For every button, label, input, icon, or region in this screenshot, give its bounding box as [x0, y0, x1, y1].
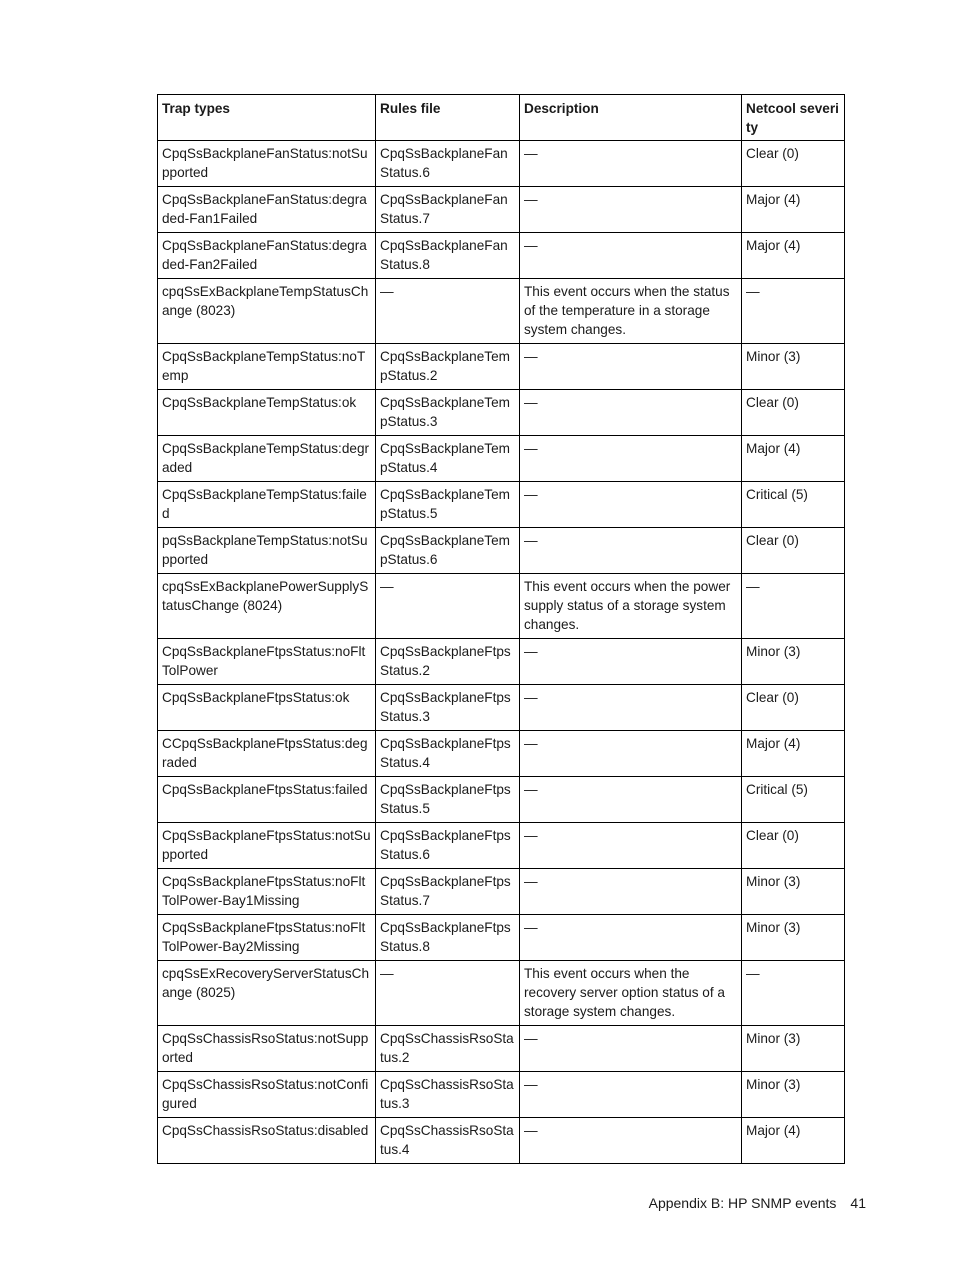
- rules-file-cell: CpqSsBackplaneTempStatus.2: [376, 344, 520, 390]
- trap-type-cell: CpqSsBackplaneTempStatus:failed: [158, 482, 376, 528]
- rules-file-cell: CpqSsBackplaneFanStatus.7: [376, 187, 520, 233]
- table-row: [158, 233, 845, 279]
- rules-file-cell: —: [376, 574, 520, 639]
- table-row: [158, 1026, 845, 1072]
- table-row: [158, 869, 845, 915]
- description-cell: —: [520, 1118, 742, 1164]
- severity-cell: Major (4): [742, 731, 845, 777]
- table-row: [158, 187, 845, 233]
- trap-type-cell: cpqSsExRecoveryServerStatusChange (8025): [158, 961, 376, 1026]
- rules-file-cell: CpqSsBackplaneFtpsStatus.6: [376, 823, 520, 869]
- rules-file-cell: —: [376, 961, 520, 1026]
- description-cell: —: [520, 685, 742, 731]
- description-cell: —: [520, 233, 742, 279]
- table-row: [158, 731, 845, 777]
- trap-type-cell: pqSsBackplaneTempStatus:notSupported: [158, 528, 376, 574]
- table-row: [158, 344, 845, 390]
- severity-cell: Minor (3): [742, 639, 845, 685]
- trap-type-cell: cpqSsExBackplanePowerSupplyStatusChange (8024): [158, 574, 376, 639]
- description-cell: —: [520, 390, 742, 436]
- table-row: [158, 685, 845, 731]
- snmp-events-table-container: [157, 94, 844, 1164]
- table-row: [158, 1118, 845, 1164]
- severity-cell: Major (4): [742, 1118, 845, 1164]
- severity-cell: Critical (5): [742, 482, 845, 528]
- trap-type-cell: CpqSsBackplaneFanStatus:degraded-Fan1Failed: [158, 187, 376, 233]
- rules-file-cell: CpqSsBackplaneFanStatus.8: [376, 233, 520, 279]
- rules-file-cell: —: [376, 279, 520, 344]
- description-cell: —: [520, 482, 742, 528]
- rules-file-cell: CpqSsChassisRsoStatus.4: [376, 1118, 520, 1164]
- page-number: 41: [850, 1195, 866, 1211]
- trap-type-cell: CpqSsChassisRsoStatus:notSupported: [158, 1026, 376, 1072]
- description-cell: —: [520, 639, 742, 685]
- header-trap-types: Trap types: [158, 95, 376, 141]
- trap-type-cell: CpqSsBackplaneFtpsStatus:ok: [158, 685, 376, 731]
- table-row: [158, 961, 845, 1026]
- trap-type-cell: CpqSsBackplaneTempStatus:noTemp: [158, 344, 376, 390]
- table-row: [158, 823, 845, 869]
- severity-cell: Major (4): [742, 233, 845, 279]
- severity-cell: —: [742, 961, 845, 1026]
- trap-type-cell: CpqSsBackplaneFtpsStatus:notSupported: [158, 823, 376, 869]
- rules-file-cell: CpqSsBackplaneTempStatus.5: [376, 482, 520, 528]
- severity-cell: Major (4): [742, 187, 845, 233]
- rules-file-cell: CpqSsBackplaneFtpsStatus.8: [376, 915, 520, 961]
- severity-cell: Minor (3): [742, 869, 845, 915]
- trap-type-cell: CpqSsBackplaneFtpsStatus:noFltTolPower-Bay2Missing: [158, 915, 376, 961]
- table-row: [158, 279, 845, 344]
- table-header-row: [158, 95, 845, 141]
- rules-file-cell: CpqSsChassisRsoStatus.3: [376, 1072, 520, 1118]
- table-row: [158, 639, 845, 685]
- trap-type-cell: CpqSsBackplaneFanStatus:degraded-Fan2Failed: [158, 233, 376, 279]
- table-row: [158, 777, 845, 823]
- trap-type-cell: CpqSsBackplaneFanStatus:notSupported: [158, 141, 376, 187]
- trap-type-cell: CpqSsBackplaneFtpsStatus:noFltTolPower-Bay1Missing: [158, 869, 376, 915]
- table-row: [158, 482, 845, 528]
- description-cell: This event occurs when the status of the temperature in a storage system changes.: [520, 279, 742, 344]
- header-netcool-severity: Netcool severity: [742, 95, 845, 141]
- rules-file-cell: CpqSsBackplaneFtpsStatus.7: [376, 869, 520, 915]
- trap-type-cell: cpqSsExBackplaneTempStatusChange (8023): [158, 279, 376, 344]
- description-cell: —: [520, 823, 742, 869]
- severity-cell: Minor (3): [742, 344, 845, 390]
- rules-file-cell: CpqSsBackplaneTempStatus.4: [376, 436, 520, 482]
- table-row: [158, 1072, 845, 1118]
- rules-file-cell: CpqSsBackplaneFtpsStatus.3: [376, 685, 520, 731]
- rules-file-cell: CpqSsBackplaneFtpsStatus.4: [376, 731, 520, 777]
- table-row: [158, 141, 845, 187]
- description-cell: —: [520, 731, 742, 777]
- header-description: Description: [520, 95, 742, 141]
- rules-file-cell: CpqSsBackplaneFanStatus.6: [376, 141, 520, 187]
- table-row: [158, 574, 845, 639]
- footer-section-title: Appendix B: HP SNMP events: [648, 1195, 837, 1211]
- severity-cell: Clear (0): [742, 528, 845, 574]
- description-cell: —: [520, 915, 742, 961]
- description-cell: —: [520, 1026, 742, 1072]
- table-row: [158, 915, 845, 961]
- header-rules-file: Rules file: [376, 95, 520, 141]
- trap-type-cell: CpqSsChassisRsoStatus:notConfigured: [158, 1072, 376, 1118]
- severity-cell: Clear (0): [742, 141, 845, 187]
- severity-cell: Minor (3): [742, 1026, 845, 1072]
- description-cell: —: [520, 777, 742, 823]
- severity-cell: —: [742, 279, 845, 344]
- severity-cell: Clear (0): [742, 685, 845, 731]
- severity-cell: Major (4): [742, 436, 845, 482]
- trap-type-cell: CpqSsChassisRsoStatus:disabled: [158, 1118, 376, 1164]
- description-cell: This event occurs when the recovery server option status of a storage system changes.: [520, 961, 742, 1026]
- description-cell: This event occurs when the power supply status of a storage system changes.: [520, 574, 742, 639]
- snmp-events-table: [157, 94, 845, 1164]
- table-row: [158, 436, 845, 482]
- description-cell: —: [520, 436, 742, 482]
- severity-cell: Clear (0): [742, 390, 845, 436]
- rules-file-cell: CpqSsChassisRsoStatus.2: [376, 1026, 520, 1072]
- description-cell: —: [520, 528, 742, 574]
- rules-file-cell: CpqSsBackplaneFtpsStatus.2: [376, 639, 520, 685]
- trap-type-cell: CpqSsBackplaneFtpsStatus:noFltTolPower: [158, 639, 376, 685]
- trap-type-cell: CCpqSsBackplaneFtpsStatus:degraded: [158, 731, 376, 777]
- trap-type-cell: CpqSsBackplaneFtpsStatus:failed: [158, 777, 376, 823]
- rules-file-cell: CpqSsBackplaneTempStatus.3: [376, 390, 520, 436]
- severity-cell: Clear (0): [742, 823, 845, 869]
- table-row: [158, 390, 845, 436]
- description-cell: —: [520, 344, 742, 390]
- table-row: [158, 528, 845, 574]
- description-cell: —: [520, 1072, 742, 1118]
- table-body: [158, 141, 845, 1164]
- rules-file-cell: CpqSsBackplaneFtpsStatus.5: [376, 777, 520, 823]
- rules-file-cell: CpqSsBackplaneTempStatus.6: [376, 528, 520, 574]
- severity-cell: —: [742, 574, 845, 639]
- description-cell: —: [520, 869, 742, 915]
- page-footer: [649, 1195, 866, 1211]
- description-cell: —: [520, 187, 742, 233]
- severity-cell: Minor (3): [742, 1072, 845, 1118]
- trap-type-cell: CpqSsBackplaneTempStatus:ok: [158, 390, 376, 436]
- trap-type-cell: CpqSsBackplaneTempStatus:degraded: [158, 436, 376, 482]
- severity-cell: Critical (5): [742, 777, 845, 823]
- description-cell: —: [520, 141, 742, 187]
- severity-cell: Minor (3): [742, 915, 845, 961]
